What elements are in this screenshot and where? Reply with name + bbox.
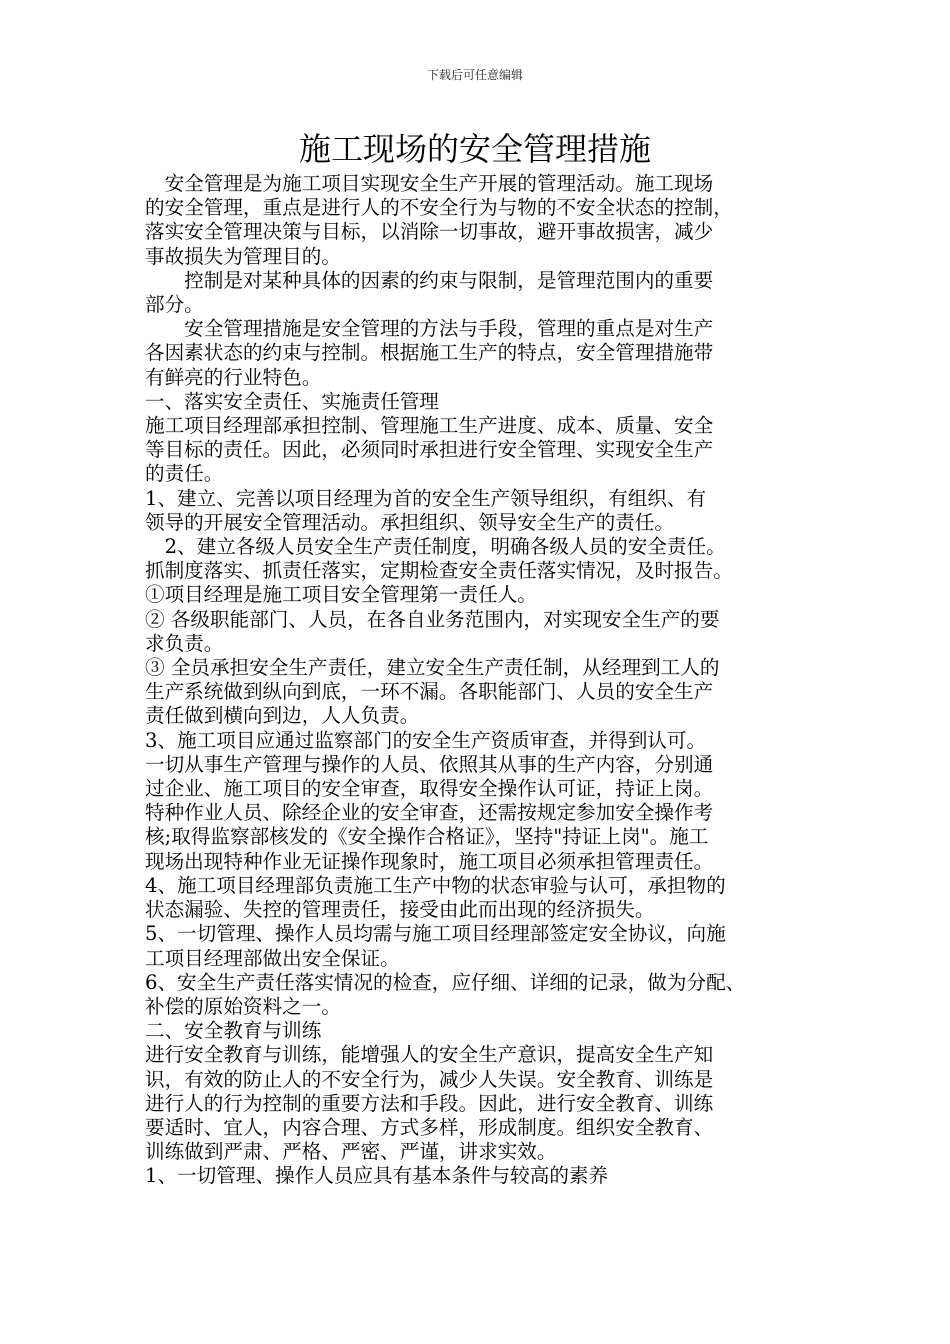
body-line: 要适时、宜人，内容合理、方式多样，形成制度。组织安全教育、 xyxy=(145,1115,714,1139)
document-body xyxy=(145,172,825,1189)
body-line: 控制是对某种具体的因素的约束与限制，是管理范围内的重要 xyxy=(145,268,714,292)
body-line: 现场出现特种作业无证操作现象时，施工项目必须承担管理责任。 xyxy=(145,849,714,873)
body-line: 的责任。 xyxy=(145,462,224,486)
body-line: ①项目经理是施工项目安全管理第一责任人。 xyxy=(145,583,537,607)
body-line: 安全管理是为施工项目实现安全生产开展的管理活动。施工现场 xyxy=(145,172,714,195)
body-line: ③ 全员承担安全生产责任，建立安全生产责任制，从经理到工人的 xyxy=(145,656,720,680)
body-line: 1、建立、完善以项目经理为首的安全生产领导组织，有组织、有 xyxy=(145,486,707,510)
body-line: 抓制度落实、抓责任落实，定期检查安全责任落实情况，及时报告。 xyxy=(145,559,733,583)
body-line: 核;取得监察部核发的《安全操作合格证》，坚持"持证上岗"。施工 xyxy=(145,825,709,849)
body-line: 6、安全生产责任落实情况的检查，应仔细、详细的记录，做为分配、 xyxy=(145,970,746,994)
body-line: 进行安全教育与训练，能增强人的安全生产意识，提高安全生产知 xyxy=(145,1043,714,1067)
body-line: 一、落实安全责任、实施责任管理 xyxy=(145,389,439,413)
body-line: 落实安全管理决策与目标，以消除一切事故，避开事故损害，减少 xyxy=(145,220,714,244)
body-line: 生产系统做到纵向到底，一环不漏。各职能部门、人员的安全生产 xyxy=(145,680,714,704)
body-line: 各因素状态的约束与控制。根据施工生产的特点，安全管理措施带 xyxy=(145,341,714,365)
body-line: 工项目经理部做出安全保证。 xyxy=(145,946,400,970)
body-line: 求负责。 xyxy=(145,631,224,655)
body-line: 识，有效的防止人的不安全行为，减少人失误。安全教育、训练是 xyxy=(145,1067,714,1091)
body-line: 责任做到横向到边，人人负责。 xyxy=(145,704,420,728)
body-line: 领导的开展安全管理活动。承担组织、领导安全生产的责任。 xyxy=(145,510,675,534)
body-line: 进行人的行为控制的重要方法和手段。因此，进行安全教育、训练 xyxy=(145,1091,714,1115)
body-line: 1、一切管理、操作人员应具有基本条件与较高的素养 xyxy=(145,1164,609,1188)
body-line: ② 各级职能部门、人员，在各自业务范围内，对实现安全生产的要 xyxy=(145,607,720,631)
body-line: 二、安全教育与训练 xyxy=(145,1019,322,1043)
body-line: 事故损失为管理目的。 xyxy=(145,244,341,268)
body-line: 5、一切管理、操作人员均需与施工项目经理部签定安全协议，向施 xyxy=(145,922,726,946)
body-line: 部分。 xyxy=(145,293,204,317)
body-line: 过企业、施工项目的安全审查，取得安全操作认可证，持证上岗。 xyxy=(145,777,714,801)
body-line: 训练做到严肃、严格、严密、严谨，讲求实效。 xyxy=(145,1140,557,1164)
body-line: 一切从事生产管理与操作的人员、依照其从事的生产内容，分别通 xyxy=(145,752,714,776)
body-line: 等目标的责任。因此，必须同时承担进行安全管理、实现安全生产 xyxy=(145,438,714,462)
body-line: 的安全管理，重点是进行人的不安全行为与物的不安全状态的控制， xyxy=(145,196,733,220)
page-header: 下载后可任意编辑 xyxy=(426,68,523,82)
body-line: 状态漏验、失控的管理责任，接受由此而出现的经济损失。 xyxy=(145,898,655,922)
body-line: 施工项目经理部承担控制、管理施工生产进度、成本、质量、安全 xyxy=(145,414,714,438)
document-title: 施工现场的安全管理措施 xyxy=(298,130,651,168)
body-line: 有鲜亮的行业特色。 xyxy=(145,365,322,389)
body-line: 4、施工项目经理部负责施工生产中物的状态审验与认可，承担物的 xyxy=(145,873,726,897)
body-line: 特种作业人员、除经企业的安全审查，还需按规定参加安全操作考 xyxy=(145,801,714,825)
body-line: 2、建立各级人员安全生产责任制度，明确各级人员的安全责任。 xyxy=(145,535,726,559)
body-line: 补偿的原始资料之一。 xyxy=(145,994,341,1018)
body-line: 安全管理措施是安全管理的方法与手段，管理的重点是对生产 xyxy=(145,317,714,341)
body-line: 3、施工项目应通过监察部门的安全生产资质审查，并得到认可。 xyxy=(145,728,707,752)
